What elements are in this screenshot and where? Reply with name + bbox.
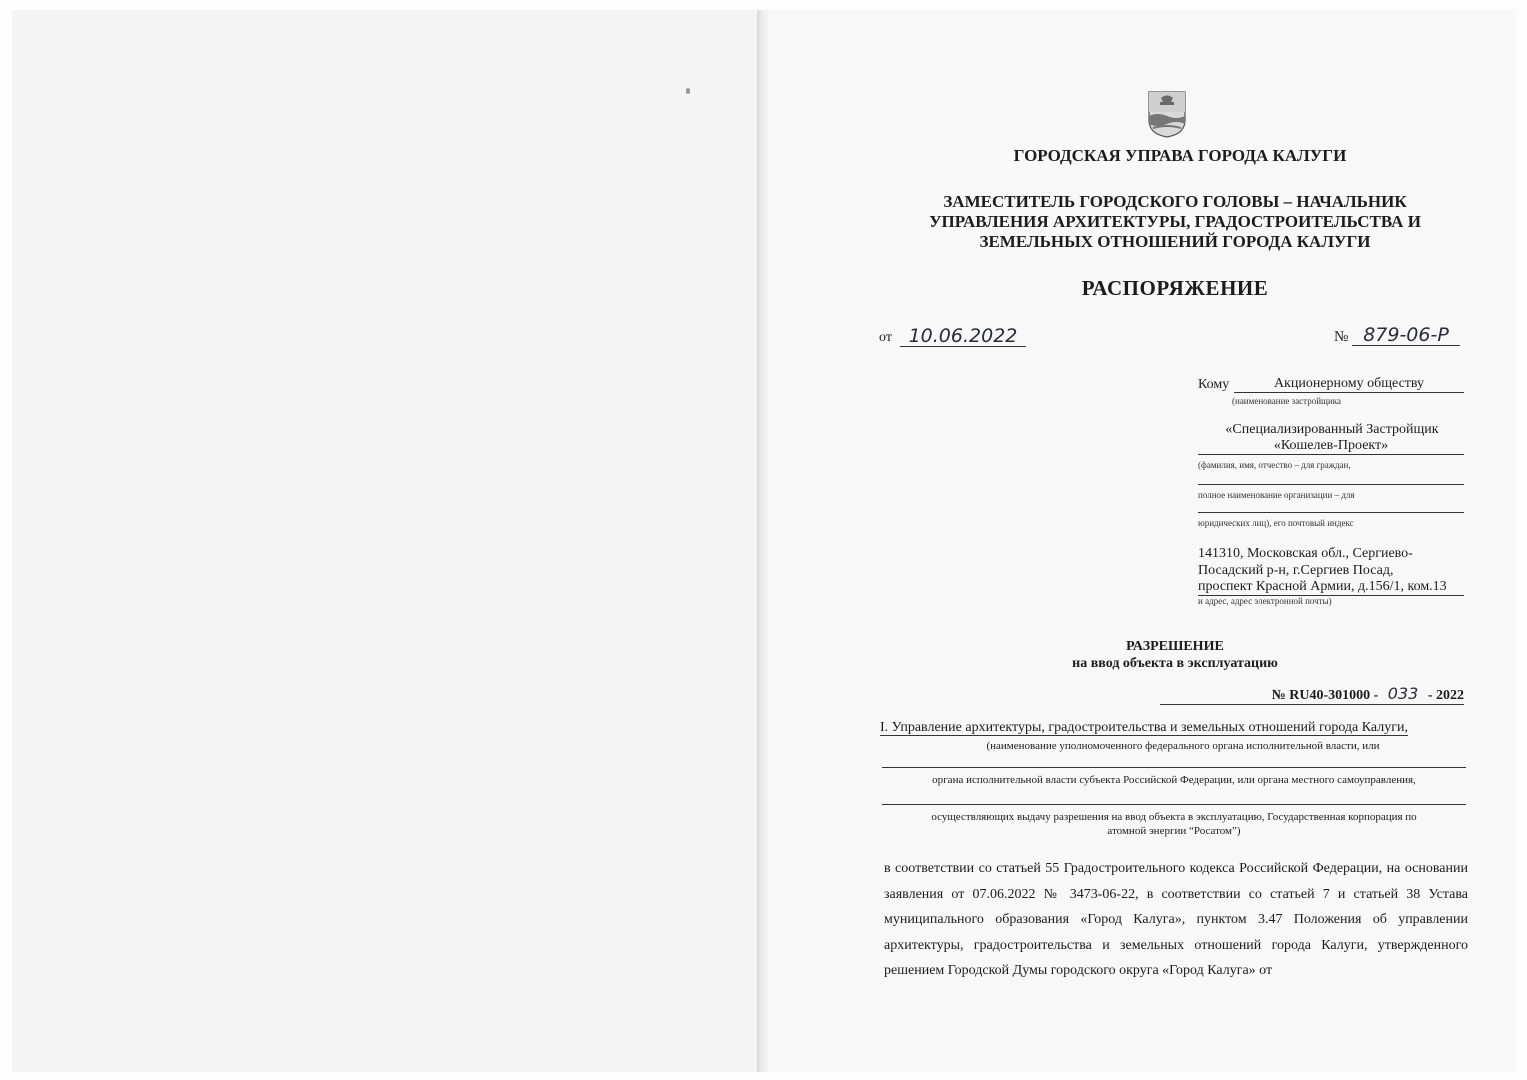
recipient-label: Кому xyxy=(1198,377,1230,392)
hint-developer: (наименование застройщика xyxy=(1232,396,1342,406)
order-number: 879-06-Р xyxy=(1352,325,1460,346)
hint-authority-2: органа исполнительной власти субъекта Российской Федерации, или органа местного самоуправления, xyxy=(932,774,1416,786)
official-title xyxy=(900,192,1450,252)
number-label: № xyxy=(1334,329,1349,345)
permit-title xyxy=(1040,638,1310,672)
permit-number xyxy=(1160,684,1464,705)
address-line1: 141310, Московская обл., Сергиево- xyxy=(1198,546,1413,561)
hint-org: полное наименование организации – для xyxy=(1198,490,1355,500)
blank-line xyxy=(1198,484,1464,485)
hint-address: и адрес, адрес электронной почты) xyxy=(1198,596,1332,606)
body-paragraph: в соответствии со статьей 55 Градостроительного кодекса Российской Федерации, на основании заявления от 07.06.2022 № 3473-06-22, в соответствии со статьей 7 и статьей 38 Устава муниципального образования «Город Калуга», пунктом 3.47 Положения об управлении архитектуры, градостроительства и земельных отношений города Калуги, утвержденного решением Городской Думы городского округа «Город Калуга» от xyxy=(884,861,1468,979)
permit-number-suffix: - 2022 xyxy=(1427,688,1464,703)
hint-legal: юридических лиц), его почтовый индекс xyxy=(1198,518,1354,528)
left-page-blank xyxy=(12,10,760,1072)
hint-authority-3b: атомной энергии “Росатом”) xyxy=(1107,825,1241,837)
section-1-authority xyxy=(880,720,1466,736)
address-line3: проспект Красной Армии, д.156/1, ком.13 xyxy=(1198,578,1464,596)
hint-fio: (фамилия, имя, отчество – для граждан, xyxy=(1198,460,1351,470)
permit-title-main: РАЗРЕШЕНИЕ xyxy=(1126,639,1224,654)
permit-number-hand: 033 xyxy=(1387,684,1419,703)
recipient-name-line3: «Кошелев-Проект» xyxy=(1198,438,1464,455)
paper-speck xyxy=(686,88,690,94)
permit-title-sub: на ввод объекта в эксплуатацию xyxy=(1072,656,1278,671)
order-date: 10.06.2022 xyxy=(900,326,1026,347)
hint-authority-3 xyxy=(882,810,1466,838)
official-title-line: УПРАВЛЕНИЯ АРХИТЕКТУРЫ, ГРАДОСТРОИТЕЛЬСТВА И xyxy=(929,212,1421,231)
recipient-name-line1: Акционерному обществу xyxy=(1234,376,1464,393)
document-type: РАСПОРЯЖЕНИЕ xyxy=(1081,276,1269,300)
org-name: ГОРОДСКАЯ УПРАВА ГОРОДА КАЛУГИ xyxy=(1013,146,1347,165)
official-title-line: ЗАМЕСТИТЕЛЬ ГОРОДСКОГО ГОЛОВЫ – НАЧАЛЬНИК xyxy=(943,192,1407,211)
official-title-line: ЗЕМЕЛЬНЫХ ОТНОШЕНИЙ ГОРОДА КАЛУГИ xyxy=(979,232,1371,251)
blank-line xyxy=(1198,512,1464,513)
hint-authority-3a: осуществляющих выдачу разрешения на ввод объекта в эксплуатацию, Государственная корпорация по xyxy=(931,811,1417,823)
authority-name: I. Управление архитектуры, градостроительства и земельных отношений города Калуги, xyxy=(880,720,1408,735)
date-label: от xyxy=(879,330,892,345)
address-line2: Посадский р-н, г.Сергиев Посад, xyxy=(1198,563,1394,578)
hint-authority-1: (наименование уполномоченного федерального органа исполнительной власти, или xyxy=(986,740,1380,752)
kaluga-emblem-icon xyxy=(1147,90,1187,138)
blank-line xyxy=(882,804,1466,805)
blank-line xyxy=(882,767,1466,768)
recipient-name-line2: «Специализированный Застройщик xyxy=(1225,422,1439,437)
permit-number-prefix: № RU40-301000 - xyxy=(1271,688,1379,703)
